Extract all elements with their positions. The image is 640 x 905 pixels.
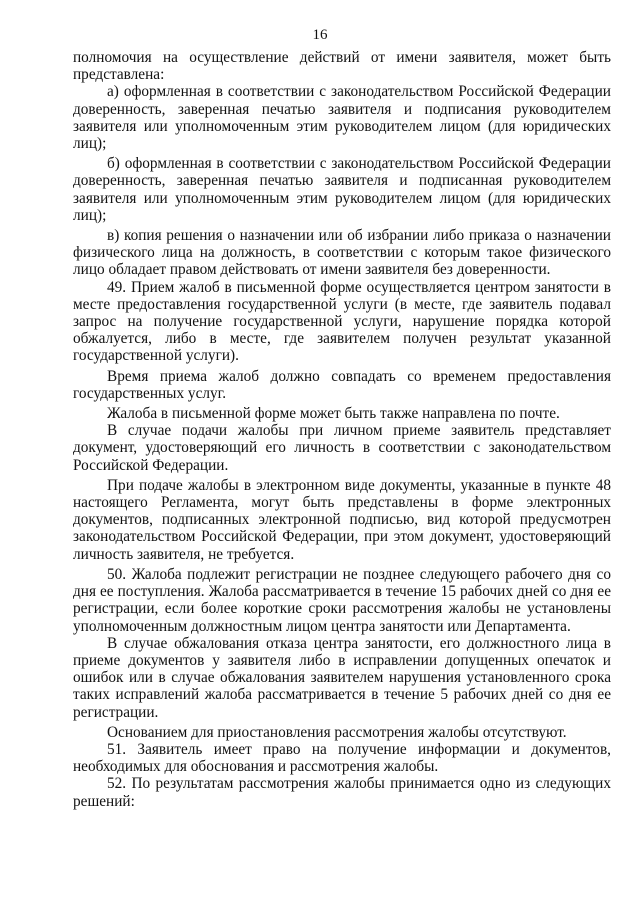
paragraph-item-b: б) оформленная в соответствии с законодательством Российской Федерации доверенность, заверенная печатью заявителя и подписанная руководителем заявителя или уполномоченным этим руководителем лицом (для юридических лиц);: [73, 155, 611, 224]
paragraph-item-a: а) оформленная в соответствии с законодательством Российской Федерации доверенность, заверенная печатью заявителя и подписания руководителем заявителя или уполномоченным этим руководителем лицом (для юридических лиц);: [73, 83, 611, 153]
paragraph-clause-50: 50. Жалоба подлежит регистрации не позднее следующего рабочего дня со дня ее поступления. Жалоба рассматривается в течение 15 рабочих дней со дня ее регистрации, если более короткие сроки рассмотрения жалобы не установлены уполномоченным должностным лицом центра занятости или Департамента.: [73, 565, 611, 635]
document-body: [73, 49, 611, 810]
paragraph-personal-reception: В случае подачи жалобы при личном приеме заявитель представляет документ, удостоверяющий его личность в соответствии с законодательством Российской Федерации.: [73, 422, 611, 474]
page-number: 16: [312, 27, 328, 43]
paragraph-mail-submission: Жалоба в письменной форме может быть также направлена по почте.: [107, 405, 560, 423]
paragraph-refusal-appeal: В случае обжалования отказа центра занятости, его должностного лица в приеме документов у заявителя либо в исправлении допущенных опечаток и ошибок или в случае обжалования заявителем нарушения установленного срока таких исправлений жалоба рассматривается в течение 5 рабочих дней со дня ее регистрации.: [73, 634, 611, 721]
paragraph-authority-continuation: полномочия на осуществление действий от имени заявителя, может быть представлена:: [73, 49, 611, 84]
paragraph-clause-51: 51. Заявитель имеет право на получение информации и документов, необходимых для обоснования и рассмотрения жалобы.: [73, 740, 611, 776]
paragraph-reception-time: Время приема жалоб должно совпадать со временем предоставления государственных услуг.: [73, 367, 611, 402]
paragraph-clause-49: 49. Прием жалоб в письменной форме осуществляется центром занятости в месте предоставления государственной услуги (в месте, где заявитель подавал запрос на получение государственной услуги, нарушение порядка которой обжалуется, либо в месте, где заявителем получен результат указанной государственной услуги).: [73, 278, 611, 365]
paragraph-no-suspension-grounds: Основанием для приостановления рассмотрения жалобы отсутствуют.: [107, 723, 567, 741]
paragraph-electronic-submission: При подаче жалобы в электронном виде документы, указанные в пункте 48 настоящего Регламента, могут быть представлены в форме электронных документов, подписанных электронной подписью, вид которой предусмотрен законодательством Российской Федерации, при этом документ, удостоверяющий личность заявителя, не требуется.: [73, 476, 611, 563]
paragraph-item-v: в) копия решения о назначении или об избрании либо приказа о назначении физического лица на должность, в соответствии с которым такое физического лицо обладает правом действовать от имени заявителя без доверенности.: [73, 227, 611, 279]
paragraph-clause-52: 52. По результатам рассмотрения жалобы принимается одно из следующих решений:: [73, 775, 611, 810]
